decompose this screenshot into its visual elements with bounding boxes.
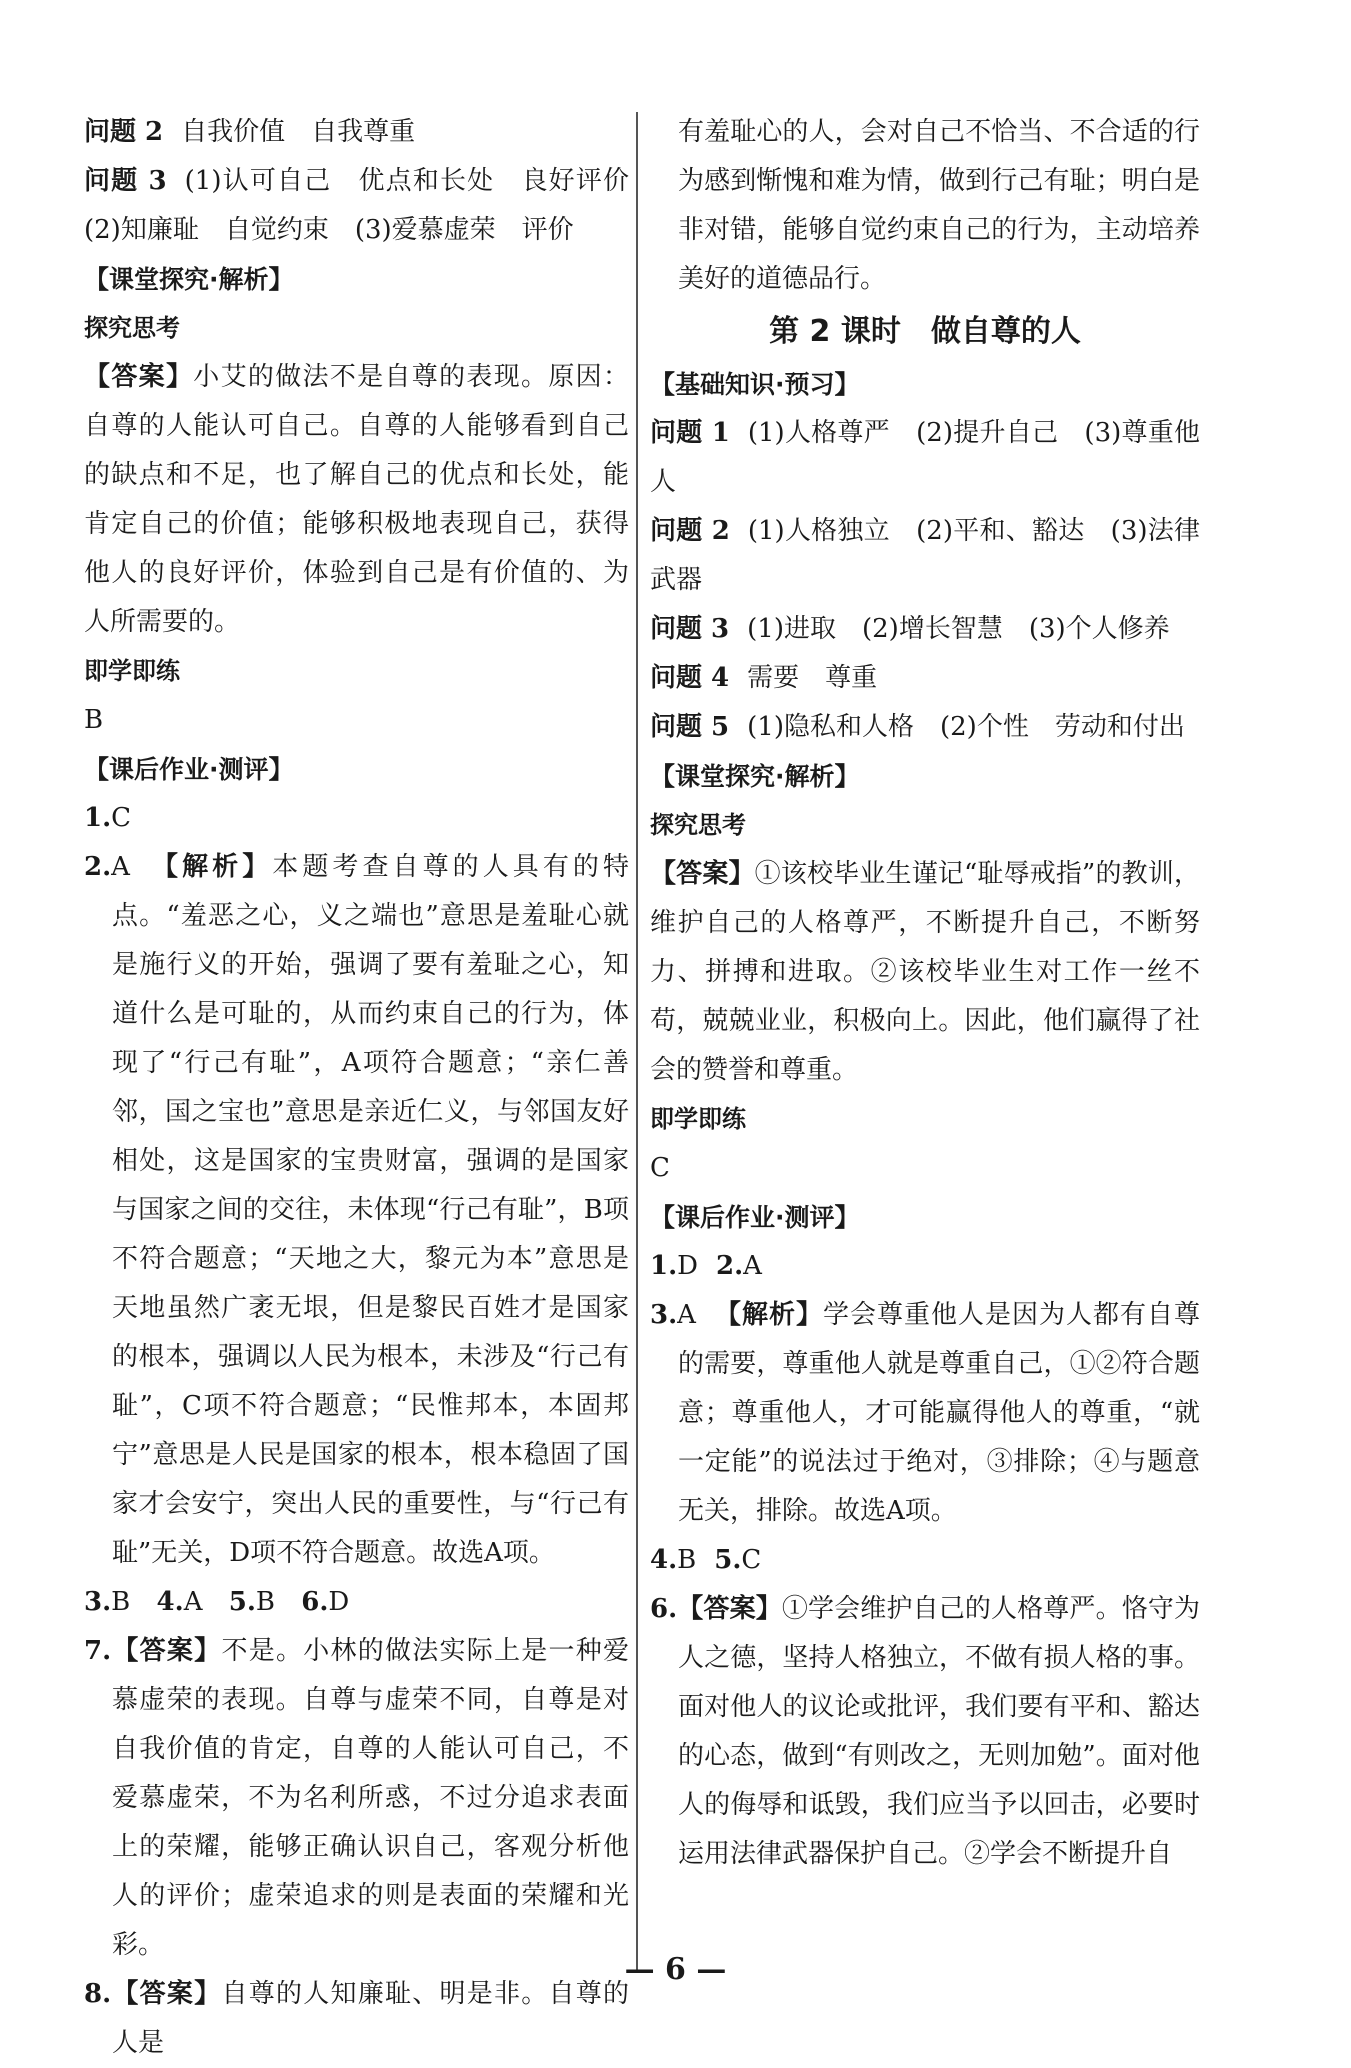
homework-items-1-2: 1.D 2.A — [650, 1251, 762, 1281]
right-question-1: 问题 1 (1)人格尊严 (2)提升自己 (3)尊重他人 — [650, 418, 1200, 497]
subheading-explore-think: 探究思考 — [84, 314, 180, 342]
right-question-3: 问题 3 (1)进取 (2)增长智慧 (3)个人修养 — [650, 614, 1170, 644]
homework-items-3-6: 3.B 4.A 5.B 6.D — [84, 1587, 350, 1617]
right-column — [650, 108, 1200, 1879]
right-question-4: 问题 4 需要 尊重 — [650, 663, 878, 693]
left-column — [84, 108, 629, 2068]
homework-items-4-5: 4.B 5.C — [650, 1545, 762, 1575]
practice-answer-2: C — [650, 1153, 670, 1183]
homework-item-7: 7.【答案】不是。小林的做法实际上是一种爱慕虚荣的表现。自尊与虚荣不同，自尊是对自我价值的肯定，自尊的人能认可自己，不爱慕虚荣，不为名利所惑，不过分追求表面上的荣耀，能够正确认识自己，客观分析他人的评价；虚荣追求的则是表面的荣耀和光彩。 — [84, 1636, 629, 1960]
subheading-explore-think-2: 探究思考 — [650, 811, 746, 839]
homework-item-1: 1.C — [84, 803, 132, 833]
homework-item-6: 6.【答案】①学会维护自己的人格尊严。恪守为人之德，坚持人格独立，不做有损人格的事。面对他人的议论或批评，我们要有平和、豁达的心态，做到“有则改之，无则加勉”。面对他人的侮辱和诋毁，我们应当予以回击，必要时运用法律武器保护自己。②学会不断提升自 — [650, 1594, 1200, 1869]
subheading-practice-2: 即学即练 — [650, 1105, 746, 1133]
section-heading-explore-2: 【课堂探究·解析】 — [650, 762, 860, 791]
column-divider — [636, 112, 638, 1972]
homework-item-8: 8.【答案】自尊的人知廉耻、明是非。自尊的人是 — [84, 1979, 629, 2058]
explore-answer: 【答案】小艾的做法不是自尊的表现。原因：自尊的人能认可自己。自尊的人能够看到自己的缺点和不足，也了解自己的优点和长处，能肯定自己的价值；能够积极地表现自己，获得他人的良好评价，体验到自己是有价值的、为人所需要的。 — [84, 362, 629, 637]
homework-item-3: 3.A 【解析】学会尊重他人是因为人都有自尊的需要，尊重他人就是尊重自己，①②符合题意；尊重他人，才可能赢得他人的尊重，“就一定能”的说法过于绝对，③排除；④与题意无关，排除。故选A项。 — [650, 1300, 1200, 1526]
right-question-2: 问题 2 (1)人格独立 (2)平和、豁达 (3)法律武器 — [650, 516, 1200, 595]
left-question-2: 问题 2 自我价值 自我尊重 — [84, 117, 416, 147]
left-question-3: 问题 3 (1)认可自己 优点和长处 良好评价(2)知廉耻 自觉约束 (3)爱慕虚荣 评价 — [84, 166, 629, 245]
explore-answer-2: 【答案】①该校毕业生谨记“耻辱戒指”的教训，维护自己的人格尊严，不断提升自己，不断努力、拼搏和进取。②该校毕业生对工作一丝不苟，兢兢业业，积极向上。因此，他们赢得了社会的赞誉和尊重。 — [650, 859, 1200, 1085]
homework-item-8-continued: 有羞耻心的人，会对自己不恰当、不合适的行为感到惭愧和难为情，做到行己有耻；明白是非对错，能够自觉约束自己的行为，主动培养美好的道德品行。 — [678, 117, 1200, 294]
right-question-5: 问题 5 (1)隐私和人格 (2)个性 劳动和付出 — [650, 712, 1185, 742]
section-heading-homework-2: 【课后作业·测评】 — [650, 1203, 860, 1232]
section-heading-explore: 【课堂探究·解析】 — [84, 265, 294, 294]
homework-item-2: 2.A 【解析】本题考查自尊的人具有的特点。“羞恶之心，义之端也”意思是羞耻心就是施行义的开始，强调了要有羞耻之心，知道什么是可耻的，从而约束自己的行为，体现了“行己有耻”，A项符合题意；“亲仁善邻，国之宝也”意思是亲近仁义，与邻国友好相处，这是国家的宝贵财富，强调的是国家与国家之间的交往，未体现“行己有耻”，B项不符合题意；“天地之大，黎元为本”意思是天地虽然广袤无垠，但是黎民百姓才是国家的根本，强调以人民为根本，未涉及“行己有耻”，C项不符合题意；“民惟邦本，本固邦宁”意思是人民是国家的根本，根本稳固了国家才会安宁，突出人民的重要性，与“行己有耻”无关，D项不符合题意。故选A项。 — [84, 852, 629, 1568]
page-number: — 6 — — [624, 1952, 727, 1987]
section-heading-homework: 【课后作业·测评】 — [84, 755, 294, 784]
subheading-practice: 即学即练 — [84, 657, 180, 685]
practice-answer: B — [84, 705, 104, 735]
section-heading-basic: 【基础知识·预习】 — [650, 370, 860, 399]
lesson-title: 第 2 课时 做自尊的人 — [769, 314, 1081, 349]
